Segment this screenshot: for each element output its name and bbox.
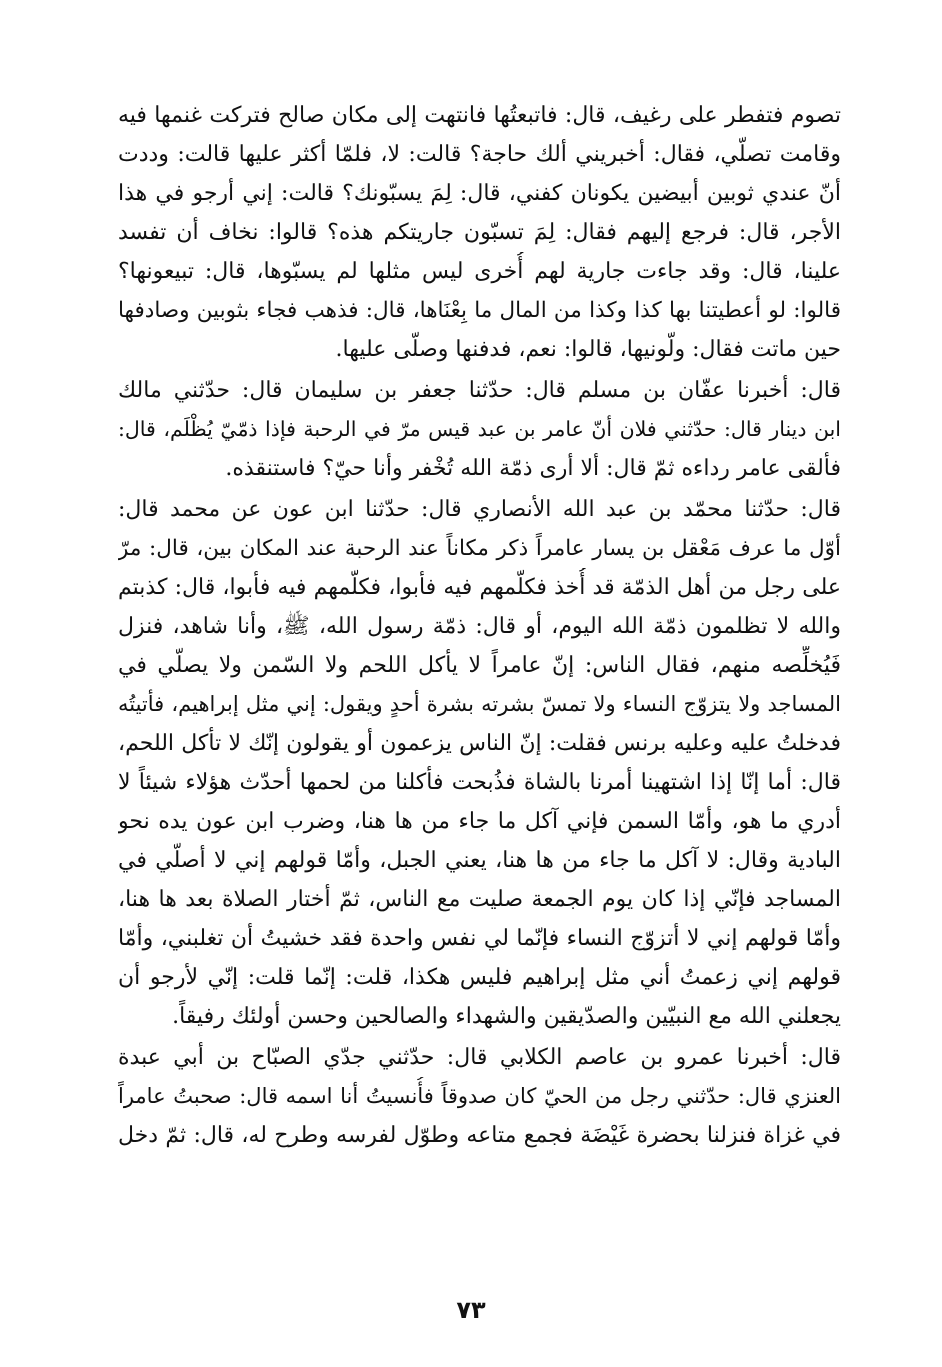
text-line: أوّل ما عرف مَعْقل بن يسار عامراً ذكر مكاناً عند الرحبة عند المكان بين، قال: مرّ — [118, 536, 841, 561]
paragraph-3 — [118, 490, 841, 1036]
text-line: والله لا تظلمون ذمّة الله اليوم، أو قال: ذمّة رسول الله، ﷺ، وأنا شاهد، فنزل — [118, 614, 841, 639]
text-line: المساجد فإنّي إذا كان يوم الجمعة صليت مع الناس، ثمّ أختار الصلاة بعد ها هنا، — [118, 887, 841, 912]
main-text — [118, 96, 841, 1155]
page-number: ٧٣ — [456, 1296, 486, 1324]
text-line: وأمّا قولهم إني لا أتزوّج النساء فإنّما لي نفس واحدة فقد خشيتُ أن تغلبني، وأمّا — [118, 926, 841, 951]
text-line: قال: أما إنّا إذا اشتهينا أمرنا بالشاة فذُبحت فأكلنا من لحمها أحدّث هؤلاء شيئاً لا — [118, 770, 841, 795]
text-line: أدري ما هو، وأمّا السمن فإني آكل ما جاء من ها هنا، وضرب ابن عون يده نحو — [118, 809, 841, 834]
text-line: فألقى عامر رداءه ثمّ قال: ألا أرى ذمّة الله تُخْفر وأنا حيّ؟ فاستنقذه. — [225, 456, 841, 481]
text-line: على رجل من أهل الذمّة قد أُخذ فكلّمهم فيه فأبوا، فكلّمهم فيه فأبوا، قال: كذبتم — [118, 575, 841, 600]
text-line: وقامت تصلّي، فقال: أخبريني ألك حاجة؟ قالت: لا، فلمّا أكثر عليها قالت: وددت — [118, 142, 841, 167]
paragraph-4 — [118, 1038, 841, 1155]
text-line: الأجر، قال: فرجع إليهم فقال: لِمَ تسبّون جاريتكم هذه؟ قالوا: نخاف أن تفسد — [118, 220, 841, 245]
text-line: العنزي قال: حدّثني رجل من الحيّ كان صدوقاً فأُنسيتُ أنا اسمه قال: صحبتُ عامراً — [118, 1084, 841, 1108]
text-line: أنّ عندي ثوبين أبيضين يكونان كفني، قال: لِمَ يسبّونك؟ قالت: إني أرجو في هذا — [118, 181, 841, 206]
text-line: علينا، قال: وقد جاءت جارية لهم أُخرى ليس مثلها لم يسبّوها، قال: تبيعونها؟ — [118, 259, 841, 284]
paragraph-1 — [118, 96, 841, 369]
text-line: قولهم إني زعمتُ أني مثل إبراهيم فليس هكذا، قلت: إنّما قلت: إنّي لأرجو أن — [118, 965, 841, 990]
text-line: قال: حدّثنا محمّد بن عبد الله الأنصاري قال: حدّثنا ابن عون عن محمد قال: — [118, 497, 841, 522]
text-line: المساجد ولا يتزوّج النساء ولا تمسّ بشرته بشرة أحدٍ ويقول: إني مثل إبراهيم، فأتيتُه — [118, 692, 841, 716]
text-line: تصوم فتفطر على رغيف، قال: فاتبعتُها فانتهت إلى مكان صالح فتركت غنمها فيه — [118, 103, 841, 128]
text-line: في غزاة فنزلنا بحضرة غَيْضَة فجمع متاعه وطوّل لفرسه وطرح له، قال: ثمّ دخل — [118, 1123, 841, 1148]
text-line: يجعلني الله مع النبيّين والصدّيقين والشهداء والصالحين وحسن أولئك رفيقاً. — [172, 1004, 841, 1029]
text-line: قالوا: لو أعطيتنا بها كذا وكذا من المال ما بِعْنَاها، قال: فذهب فجاء بثوبين وصادفها — [118, 298, 841, 323]
text-line: قال: أخبرنا عفّان بن مسلم قال: حدّثنا جعفر بن سليمان قال: حدّثني مالك — [118, 378, 841, 403]
text-line: قال: أخبرنا عمرو بن عاصم الكلابي قال: حدّثني جدّي الصبّاح بن أبي عبدة — [118, 1045, 841, 1070]
text-line: البادية وقال: لا آكل ما جاء من ها هنا، يعني الجبل، وأمّا قولهم إني لا أصلّي في — [118, 848, 841, 873]
paragraph-2 — [118, 371, 841, 488]
text-line: فَيُخلِّصه منهم، فقال الناس: إنّ عامراً لا يأكل اللحم ولا السّمن ولا يصلّي في — [118, 653, 841, 678]
text-line: فدخلتُ عليه وعليه برنس فقلت: إنّ الناس يزعمون أو يقولون إنّك لا تأكل اللحم، — [118, 731, 841, 756]
text-line: ابن دينار قال: حدّثني فلان أنّ عامر بن عبد قيس مرّ في الرحبة فإذا ذمّيّ يُظْلَم، قال: — [118, 417, 841, 441]
text-line: حين ماتت فقال: ولّونيها، قالوا: نعم، فدفنها وصلّى عليها. — [335, 337, 841, 362]
